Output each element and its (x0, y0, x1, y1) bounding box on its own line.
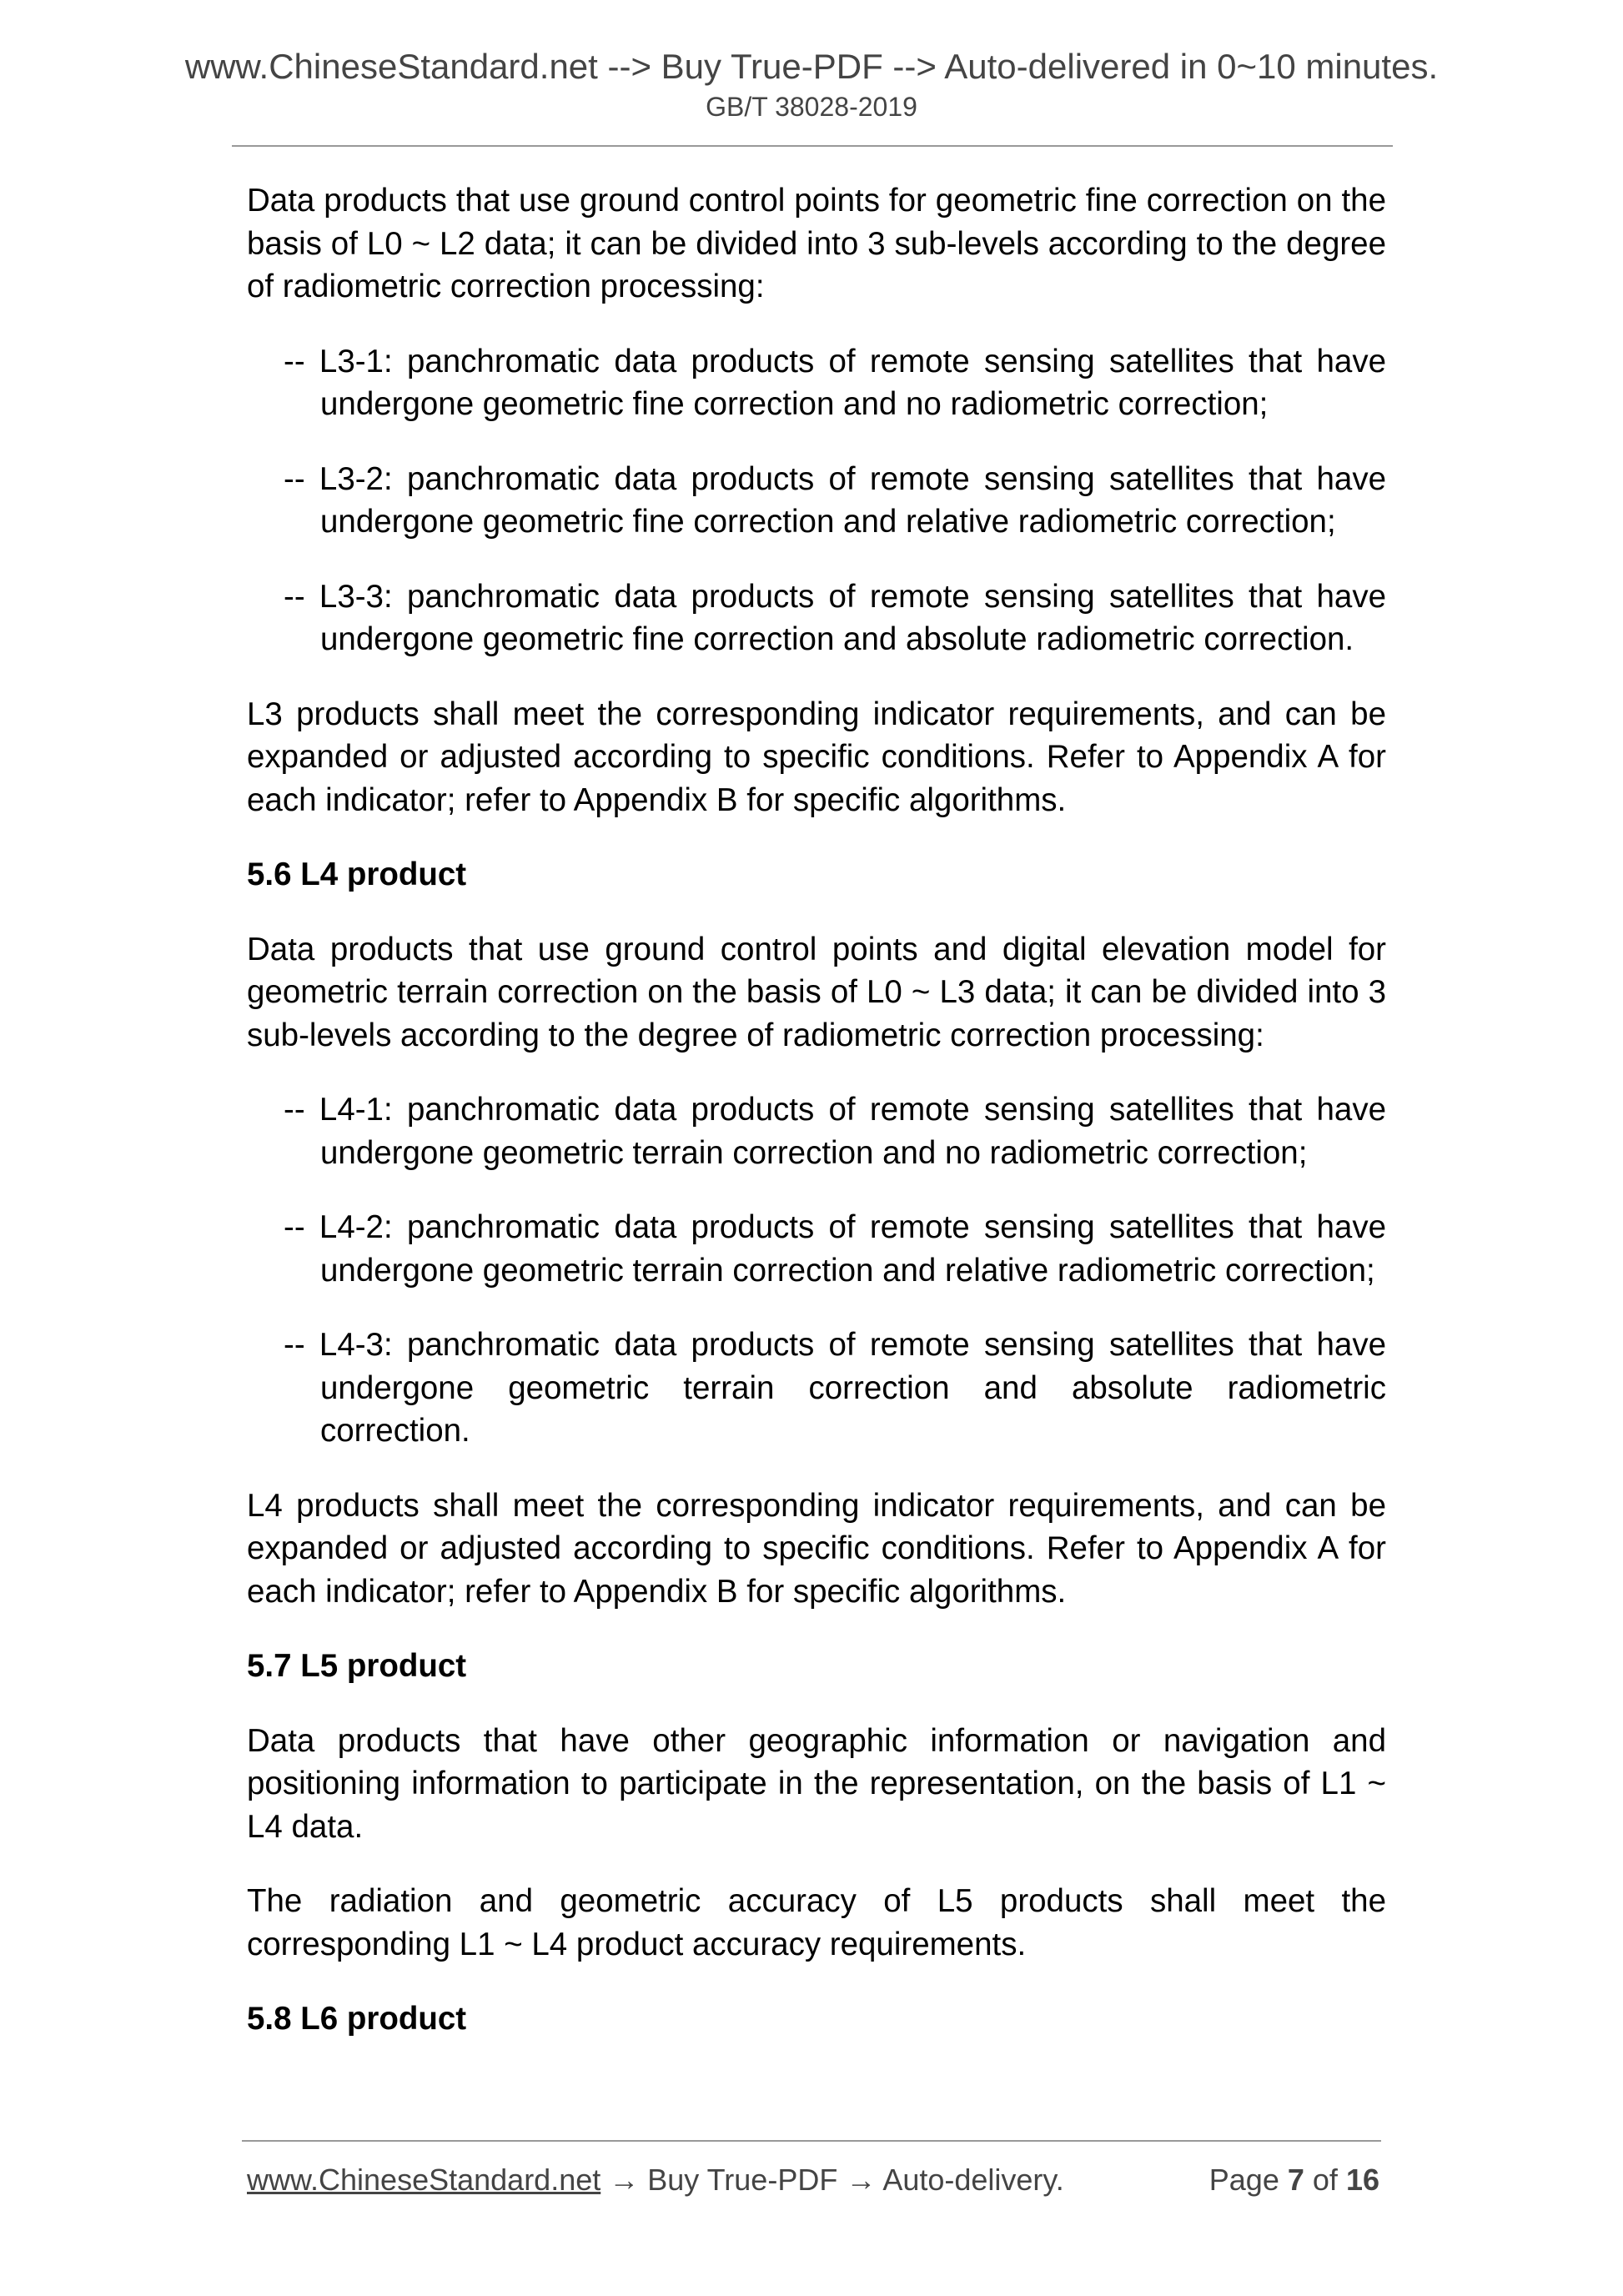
page-indicator (1209, 2160, 1379, 2200)
footer-divider (242, 2140, 1381, 2142)
list-item-l3-2: -- L3-2: panchromatic data products of remote sensing satellites that have undergone geometric fine correction and relative radiometric correction; (284, 460, 1386, 540)
footer-site-link[interactable]: www.ChineseStandard.net (247, 2163, 601, 2197)
page-label: Page (1208, 2163, 1279, 2197)
page-footer (247, 2160, 1379, 2200)
list-item-l4-2: -- L4-2: panchromatic data products of remote sensing satellites that have undergone geometric terrain correction and relative radiometric correction; (284, 1209, 1386, 1289)
l5-accuracy-paragraph: The radiation and geometric accuracy of L5 products shall meet the corresponding L1 ~ L4 product accuracy requirements. (247, 1883, 1386, 1962)
page-of-label: of (1312, 2163, 1338, 2197)
l4-requirements-paragraph: L4 products shall meet the corresponding indicator requirements, and can be expanded or adjusted according to specific conditions. Refer to Appendix A for each indicator; refer to Appendix B for specific algorithms. (247, 1487, 1386, 1610)
standard-id: GB/T 38028-2019 (706, 92, 917, 122)
section-heading-5-7: 5.7 L5 product (247, 1648, 467, 1684)
list-item-l4-3: -- L4-3: panchromatic data products of remote sensing satellites that have undergone geometric terrain correction and absolute radiometric correction. (284, 1327, 1386, 1449)
footer-promo (247, 2160, 1064, 2200)
list-item-l3-1: -- L3-1: panchromatic data products of remote sensing satellites that have undergone geometric fine correction and no radiometric correction; (284, 343, 1386, 422)
l3-intro-paragraph: Data products that use ground control points for geometric fine correction on the basis of L0 ~ L2 data; it can be divided into 3 sub-levels according to the degree of radiometric correction processing: (247, 183, 1386, 304)
page-total: 16 (1345, 2163, 1379, 2197)
list-item-l4-1: -- L4-1: panchromatic data products of remote sensing satellites that have undergone geometric terrain correction and no radiometric correction; (284, 1092, 1386, 1171)
l4-intro-paragraph: Data products that use ground control points and digital elevation model for geometric terrain correction on the basis of L0 ~ L3 data; it can be divided into 3 sub-levels according to the degree of radiometric correction processing: (247, 931, 1386, 1053)
list-item-l3-3: -- L3-3: panchromatic data products of remote sensing satellites that have undergone geometric fine correction and absolute radiometric correction. (284, 578, 1386, 657)
document-body (247, 179, 1386, 2072)
header-divider (232, 145, 1393, 147)
section-heading-5-8: 5.8 L6 product (247, 2001, 467, 2037)
header-banner: www.ChineseStandard.net --> Buy True-PDF --> Auto-delivered in 0~10 minutes. (184, 47, 1439, 86)
section-heading-5-6: 5.6 L4 product (247, 857, 467, 892)
l5-intro-paragraph: Data products that have other geographic information or navigation and positioning information to participate in the representation, on the basis of L1 ~ L4 data. (247, 1722, 1386, 1845)
page-current: 7 (1287, 2163, 1304, 2197)
footer-delivery-text: → Buy True-PDF → Auto-delivery. (600, 2163, 1064, 2197)
l3-requirements-paragraph: L3 products shall meet the corresponding indicator requirements, and can be expanded or adjusted according to specific conditions. Refer to Appendix A for each indicator; refer to Appendix B for specific algorithms. (247, 696, 1386, 818)
